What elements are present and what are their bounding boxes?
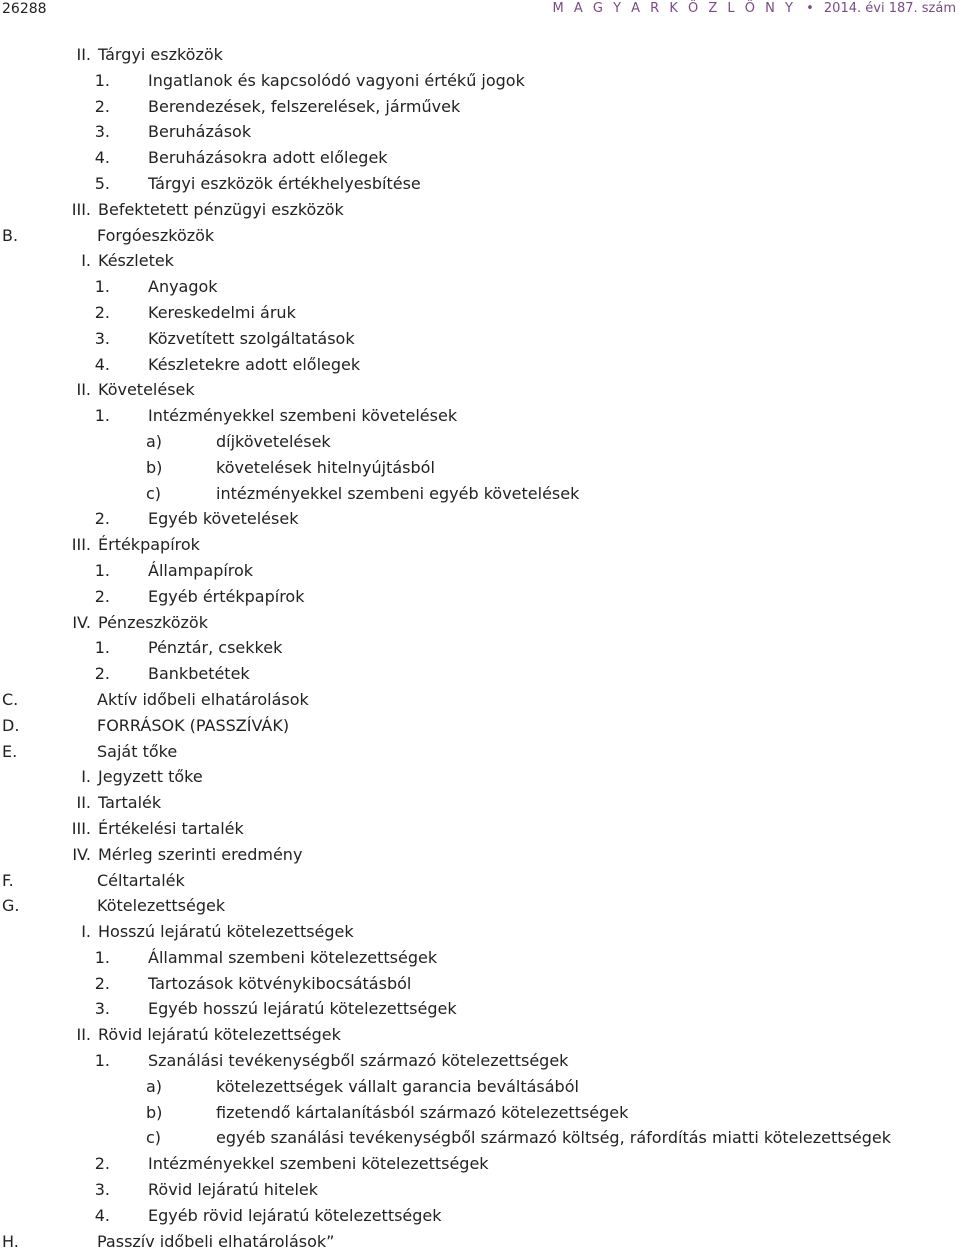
outline-marker: 2. — [94, 664, 110, 684]
outline-text: Egyéb követelések — [148, 509, 299, 529]
outline-marker: III. — [71, 535, 91, 555]
outline-item — [0, 223, 960, 249]
outline-text: Passzív időbeli elhatárolások” — [97, 1231, 335, 1251]
outline-marker: I. — [81, 767, 91, 787]
outline-marker: III. — [71, 818, 91, 838]
outline-marker: E. — [2, 741, 18, 761]
outline-text: egyéb szanálási tevékenységből származó költség, ráfordítás miatti kötelezettségek — [216, 1128, 891, 1148]
outline-marker: 1. — [94, 70, 110, 90]
outline-marker: 3. — [94, 999, 110, 1019]
outline-text: Aktív időbeli elhatárolások — [97, 689, 309, 709]
outline-item — [0, 971, 960, 997]
outline-marker: 4. — [94, 354, 110, 374]
outline-item — [0, 42, 960, 68]
outline-marker: C. — [2, 689, 19, 709]
journal-title: M A G Y A R K Ö Z L Ö N Y — [552, 1, 796, 16]
outline-marker: 1. — [94, 638, 110, 658]
outline-item — [0, 248, 960, 274]
outline-item — [0, 197, 960, 223]
outline-text: fizetendő kártalanításból származó kötelezettségek — [216, 1102, 629, 1122]
outline-item — [0, 481, 960, 507]
outline-marker: c) — [146, 1128, 162, 1148]
outline-text: Kötelezettségek — [97, 896, 226, 916]
outline-text: Egyéb értékpapírok — [148, 586, 305, 606]
outline-text: Ingatlanok és kapcsolódó vagyoni értékű jogok — [148, 70, 525, 90]
page-number: 26288 — [2, 1, 47, 17]
outline-text: Követelések — [98, 380, 195, 400]
outline-text: Rövid lejáratú hitelek — [148, 1180, 319, 1200]
outline-item — [0, 145, 960, 171]
outline-marker: 4. — [94, 148, 110, 168]
outline-text: Beruházásokra adott előlegek — [148, 148, 388, 168]
outline-item — [0, 506, 960, 532]
outline-marker: F. — [2, 870, 14, 890]
outline-text: Intézményekkel szembeni kötelezettségek — [148, 1154, 489, 1174]
outline-marker: III. — [71, 199, 91, 219]
outline-marker: 2. — [94, 586, 110, 606]
page-header — [0, 0, 960, 20]
outline-marker: D. — [2, 715, 20, 735]
outline-item — [0, 94, 960, 120]
outline-text: Állammal szembeni kötelezettségek — [148, 947, 438, 967]
outline-item — [0, 996, 960, 1022]
outline-item — [0, 661, 960, 687]
outline-text: Beruházások — [148, 122, 252, 142]
outline-marker: 2. — [94, 509, 110, 529]
outline-marker: II. — [76, 1025, 91, 1045]
outline-marker: a) — [146, 431, 163, 451]
outline-item — [0, 1022, 960, 1048]
outline-item — [0, 532, 960, 558]
outline-item — [0, 1048, 960, 1074]
outline-marker: 1. — [94, 277, 110, 297]
outline-item — [0, 1151, 960, 1177]
outline-item — [0, 171, 960, 197]
outline-item — [0, 326, 960, 352]
outline-marker: G. — [2, 896, 20, 916]
outline-item — [0, 274, 960, 300]
outline-item — [0, 919, 960, 945]
outline-text: Közvetített szolgáltatások — [148, 328, 355, 348]
outline-text: Tartalék — [98, 793, 162, 813]
outline-item — [0, 790, 960, 816]
outline-text: Anyagok — [148, 277, 218, 297]
outline-marker: 3. — [94, 1180, 110, 1200]
outline-text: Készletekre adott előlegek — [148, 354, 361, 374]
outline-marker: b) — [146, 457, 163, 477]
outline-item — [0, 68, 960, 94]
outline-item — [0, 1203, 960, 1229]
outline-marker: II. — [76, 380, 91, 400]
outline-text: Pénztár, csekkek — [148, 638, 283, 658]
balance-sheet-outline — [0, 42, 960, 1254]
outline-item — [0, 842, 960, 868]
outline-marker: 2. — [94, 1154, 110, 1174]
outline-item — [0, 377, 960, 403]
outline-item — [0, 764, 960, 790]
outline-item — [0, 713, 960, 739]
outline-text: Állampapírok — [148, 560, 254, 580]
outline-text: Céltartalék — [97, 870, 185, 890]
outline-marker: 1. — [94, 1051, 110, 1071]
outline-text: Berendezések, felszerelések, járművek — [148, 96, 461, 116]
outline-text: Rövid lejáratú kötelezettségek — [98, 1025, 341, 1045]
outline-item — [0, 868, 960, 894]
outline-text: Tartozások kötvénykibocsátásból — [148, 973, 412, 993]
outline-item — [0, 455, 960, 481]
outline-item — [0, 816, 960, 842]
outline-marker: 3. — [94, 122, 110, 142]
running-head — [553, 1, 957, 16]
outline-marker: a) — [146, 1076, 163, 1096]
outline-text: Forgóeszközök — [97, 225, 215, 245]
outline-marker: 2. — [94, 302, 110, 322]
outline-item — [0, 300, 960, 326]
outline-item — [0, 635, 960, 661]
outline-item — [0, 893, 960, 919]
outline-item — [0, 352, 960, 378]
outline-marker: c) — [146, 483, 162, 503]
outline-item — [0, 558, 960, 584]
outline-text: követelések hitelnyújtásból — [216, 457, 435, 477]
outline-text: Bankbetétek — [148, 664, 250, 684]
outline-item — [0, 739, 960, 765]
outline-marker: 3. — [94, 328, 110, 348]
outline-marker: 2. — [94, 973, 110, 993]
outline-text: Jegyzett tőke — [98, 767, 203, 787]
outline-item — [0, 1229, 960, 1254]
outline-marker: II. — [76, 45, 91, 64]
outline-item — [0, 1100, 960, 1126]
outline-item — [0, 1177, 960, 1203]
outline-text: Egyéb rövid lejáratú kötelezettségek — [148, 1205, 442, 1225]
outline-item — [0, 1125, 960, 1151]
outline-text: díjkövetelések — [216, 431, 331, 451]
outline-text: Szanálási tevékenységből származó kötelezettségek — [148, 1051, 569, 1071]
outline-item — [0, 945, 960, 971]
outline-text: Értékelési tartalék — [98, 818, 244, 838]
outline-marker: B. — [2, 225, 19, 245]
outline-marker: 4. — [94, 1205, 110, 1225]
outline-marker: 1. — [94, 560, 110, 580]
outline-item — [0, 119, 960, 145]
outline-marker: IV. — [72, 612, 91, 632]
outline-marker: II. — [76, 793, 91, 813]
outline-text: Készletek — [98, 251, 174, 271]
outline-text: Kereskedelmi áruk — [148, 302, 296, 322]
outline-marker: 2. — [94, 96, 110, 116]
outline-text: Egyéb hosszú lejáratú kötelezettségek — [148, 999, 457, 1019]
outline-item — [0, 610, 960, 636]
outline-marker: 1. — [94, 406, 110, 426]
outline-marker: IV. — [72, 844, 91, 864]
issue-label: 2014. évi 187. szám — [823, 1, 956, 16]
outline-text: Befektetett pénzügyi eszközök — [98, 199, 344, 219]
outline-item — [0, 687, 960, 713]
outline-text: Mérleg szerinti eredmény — [98, 844, 303, 864]
outline-text: Értékpapírok — [98, 535, 200, 555]
outline-marker: 1. — [94, 947, 110, 967]
outline-item — [0, 584, 960, 610]
outline-item — [0, 403, 960, 429]
outline-text: intézményekkel szembeni egyéb követelések — [216, 483, 580, 503]
outline-item — [0, 1074, 960, 1100]
outline-marker: I. — [81, 251, 91, 271]
outline-marker: 5. — [94, 173, 110, 193]
outline-text: FORRÁSOK (PASSZÍVÁK) — [97, 715, 290, 735]
outline-text: Hosszú lejáratú kötelezettségek — [98, 922, 354, 942]
header-separator: • — [806, 1, 814, 16]
outline-text: Saját tőke — [97, 741, 178, 761]
outline-marker: b) — [146, 1102, 163, 1122]
outline-marker: H. — [2, 1231, 19, 1251]
outline-text: kötelezettségek vállalt garancia beváltásából — [216, 1076, 579, 1096]
outline-text: Tárgyi eszközök — [98, 45, 223, 64]
outline-text: Intézményekkel szembeni követelések — [148, 406, 458, 426]
outline-text: Pénzeszközök — [98, 612, 208, 632]
outline-text: Tárgyi eszközök értékhelyesbítése — [148, 173, 421, 193]
outline-item — [0, 429, 960, 455]
outline-marker: I. — [81, 922, 91, 942]
